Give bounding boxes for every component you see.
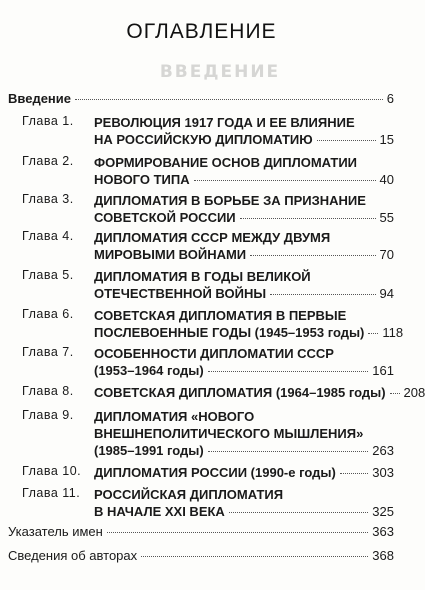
toc-chapter-title-line: НОВОГО ТИПА — [94, 172, 190, 187]
toc-leader-dots — [390, 393, 400, 394]
toc-chapter-label: Глава 8. — [22, 384, 74, 398]
toc-chapter-label: Глава 3. — [22, 192, 74, 206]
toc-chapter-title-line: СОВЕТСКАЯ ДИПЛОМАТИЯ (1964–1985 годы) — [94, 385, 386, 400]
toc-leader-dots — [208, 451, 369, 452]
toc-chapter-title-line: МИРОВЫМИ ВОЙНАМИ — [94, 247, 247, 262]
toc-entry-intro — [8, 90, 394, 107]
toc-chapter-label: Глава 10. — [22, 464, 82, 478]
toc-leader-dots — [229, 512, 368, 513]
toc-page-number: 40 — [379, 172, 394, 187]
toc-entry-label: Сведения об авторах — [8, 548, 138, 563]
toc-chapter-label: Глава 9. — [22, 408, 74, 422]
toc-page-number: 6 — [386, 91, 394, 106]
toc-leader-dots — [75, 99, 383, 100]
toc-chapter-title-line: РЕВОЛЮЦИЯ 1917 ГОДА И ЕЕ ВЛИЯНИЕ — [94, 115, 355, 130]
toc-page-number: 118 — [382, 325, 404, 340]
toc-chapter-title-line: ОСОБЕННОСТИ ДИПЛОМАТИИ СССР — [94, 346, 334, 361]
toc-entry-about-authors — [8, 547, 394, 564]
toc-leader-dots — [368, 333, 378, 334]
toc-leader-dots — [107, 532, 368, 533]
toc-leader-dots — [250, 255, 375, 256]
toc-chapter-title-line: ОТЕЧЕСТВЕННОЙ ВОЙНЫ — [94, 286, 267, 301]
toc-leader-dots — [270, 294, 375, 295]
toc-chapter-label: Глава 5. — [22, 268, 74, 282]
toc-chapter-title-line: НА РОССИЙСКУЮ ДИПЛОМАТИЮ — [94, 132, 313, 147]
toc-chapter-label: Глава 11. — [22, 486, 81, 500]
bleed-through-heading: ВВЕДЕНИЕ — [159, 62, 281, 82]
toc-chapter-title-line: (1985–1991 годы) — [94, 443, 204, 458]
toc-page-number: 55 — [379, 210, 394, 225]
toc-chapter-title-line: ДИПЛОМАТИЯ СССР МЕЖДУ ДВУМЯ — [94, 230, 331, 245]
toc-leader-dots — [208, 371, 369, 372]
toc-chapter-title-line: СОВЕТСКОЙ РОССИИ — [94, 210, 236, 225]
toc-chapter-title-line: ВНЕШНЕПОЛИТИЧЕСКОГО МЫШЛЕНИЯ» — [94, 426, 364, 441]
toc-chapter-label: Глава 7. — [22, 345, 74, 359]
toc-leader-dots — [194, 180, 376, 181]
toc-chapter-title-line: В НАЧАЛЕ XXI ВЕКА — [94, 504, 225, 519]
toc-chapter-title-line: ДИПЛОМАТИЯ В БОРЬБЕ ЗА ПРИЗНАНИЕ — [94, 193, 366, 208]
toc-chapter-label: Глава 2. — [22, 154, 74, 168]
toc-entry-name-index — [8, 523, 394, 540]
toc-chapter-title-line: ПОСЛЕВОЕННЫЕ ГОДЫ (1945–1953 годы) — [94, 325, 365, 340]
toc-page-number: 363 — [372, 524, 394, 539]
toc-chapter-title-line: (1953–1964 годы) — [94, 363, 204, 378]
toc-page-number: 325 — [372, 504, 394, 519]
toc-chapter-title-line: ФОРМИРОВАНИЕ ОСНОВ ДИПЛОМАТИИ — [94, 155, 358, 170]
toc-chapter-label: Глава 6. — [22, 307, 74, 321]
toc-page-number: 15 — [379, 132, 394, 147]
toc-entry-label: Указатель имен — [8, 524, 103, 539]
toc-page-number: 303 — [372, 465, 394, 480]
toc-chapter-title-line: РОССИЙСКАЯ ДИПЛОМАТИЯ — [94, 487, 284, 502]
toc-page-number: 94 — [379, 286, 394, 301]
toc-chapter-title-line: ДИПЛОМАТИЯ РОССИИ (1990-е годы) — [94, 465, 336, 480]
toc-chapter-title-line: СОВЕТСКАЯ ДИПЛОМАТИЯ В ПЕРВЫЕ — [94, 308, 347, 323]
toc-page-number: 208 — [403, 385, 425, 400]
toc-entry-label: Введение — [8, 91, 71, 106]
toc-page-number: 70 — [379, 247, 394, 262]
page-title: ОГЛАВЛЕНИЕ — [126, 20, 277, 43]
toc-leader-dots — [340, 473, 369, 474]
toc-page-number: 161 — [372, 363, 394, 378]
toc-page-number: 368 — [372, 548, 394, 563]
toc-page-number: 263 — [372, 443, 394, 458]
toc-leader-dots — [317, 140, 376, 141]
toc-leader-dots — [141, 556, 368, 557]
toc-leader-dots — [240, 218, 376, 219]
toc-chapter-label: Глава 1. — [22, 114, 74, 128]
toc-chapter-title-line: ДИПЛОМАТИЯ В ГОДЫ ВЕЛИКОЙ — [94, 269, 311, 284]
toc-chapter-title-line: ДИПЛОМАТИЯ «НОВОГО — [94, 409, 255, 424]
toc-chapter-label: Глава 4. — [22, 229, 74, 243]
